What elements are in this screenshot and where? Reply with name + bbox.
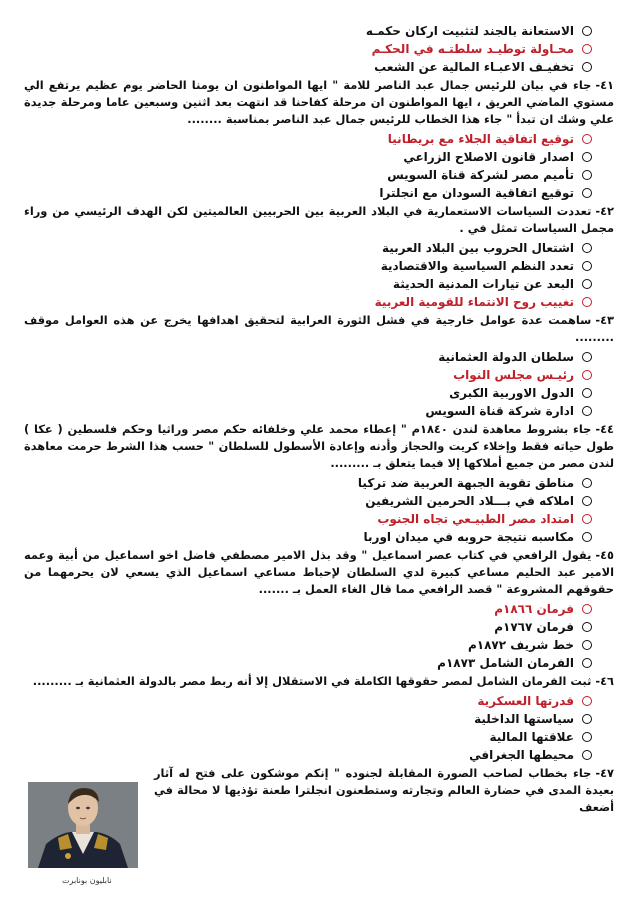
option-item[interactable] [24,636,594,654]
portrait-eye-left [76,807,80,809]
question-46 [24,673,614,690]
radio-circle-icon[interactable] [582,478,592,488]
option-item[interactable] [24,166,594,184]
question-number: ٤٧- [595,766,614,780]
radio-circle-icon[interactable] [582,297,592,307]
question-42 [24,203,614,237]
top-options [24,22,614,76]
exam-page [24,22,614,818]
radio-circle-icon[interactable] [582,732,592,742]
radio-circle-icon[interactable] [582,26,592,36]
option-item[interactable] [24,257,594,275]
option-text: قدرتها العسكرية [477,694,574,708]
question-number: ٤٣- [595,313,614,327]
option-text: الدول الاوربية الكبرى [449,386,574,400]
radio-circle-icon[interactable] [582,714,592,724]
radio-circle-icon[interactable] [582,188,592,198]
radio-circle-icon[interactable] [582,604,592,614]
option-text: توقيع اتفاقية السودان مع انجلترا [379,186,574,200]
radio-circle-icon[interactable] [582,514,592,524]
question-text: جاء بشروط معاهدة لندن ١٨٤٠م " إعطاء محمد علي وخلفائه حكم مصر وراثيا وحكم فلسطين ( عكا ) طول حياته فقط وإخلاء كريت والحجاز وأدنه وإعادة الأسطول للسلطان " حسب هذا الشرط حرمت معاهدة لندن مصر من جميع أملاكها إلا فيما يتعلق بـ ......... [24,422,614,470]
radio-circle-icon[interactable] [582,261,592,271]
question-number: ٤١- [595,78,614,92]
question-44-options [24,474,614,546]
option-item[interactable] [24,402,594,420]
question-45 [24,547,614,598]
portrait-eye-right [86,807,90,809]
radio-circle-icon[interactable] [582,750,592,760]
option-text: توقيع اتفاقية الجلاء مع بريطانيا [387,132,574,146]
option-item-correct[interactable] [24,40,594,58]
option-text: سلطان الدولة العثمانية [438,350,574,364]
option-item[interactable] [24,348,594,366]
portrait-illustration [28,782,138,868]
question-45-options [24,600,614,672]
question-43 [24,312,614,346]
option-item-correct[interactable] [24,510,594,528]
option-item[interactable] [24,22,594,40]
radio-circle-icon[interactable] [582,388,592,398]
option-text: املاكه في بـــلاد الحرمين الشريفين [365,494,574,508]
radio-circle-icon[interactable] [582,406,592,416]
radio-circle-icon[interactable] [582,496,592,506]
option-text: تأميم مصر لشركة قناة السويس [387,168,574,182]
question-number: ٤٤- [595,422,614,436]
question-text: يقول الرافعي في كتاب عصر اسماعيل " وقد بذل الامير مصطفي فاضل اخو اسماعيل من أبية وعمه الامير عبد الحليم مساعي كبيرة لدي السلطان لإحباط مساعي اسماعيل الذي يسعي لان يحرمهما من حقوقهم المشروعة " قصد الرافعي مما قال الغاء العمل بـ ....... [24,548,614,596]
option-item[interactable] [24,618,594,636]
option-item[interactable] [24,728,594,746]
question-42-options [24,239,614,311]
question-number: ٤٥- [595,548,614,562]
question-text: جاء في بيان للرئيس جمال عبد الناصر للامة " ايها المواطنون ان يومنا الحاضر يوم عظيم يرتفع الي مستوي الماضي العريق ، ايها المواطنون ان مرحلة كفاحنا قد انتهت بعد اثنين وسبعين عاما ومرحلة جديدة علي وشك ان تبدأ " جاء هذا الخطاب للرئيس جمال عبد الناصر بمناسبة ........ [24,78,614,126]
option-text: اصدار قانون الاصلاح الزراعي [403,150,574,164]
radio-circle-icon[interactable] [582,532,592,542]
question-number: ٤٢- [595,204,614,218]
option-text: اشتعال الحروب بين البلاد العربية [382,241,574,255]
question-41 [24,77,614,128]
radio-circle-icon[interactable] [582,44,592,54]
option-text: تغييب روح الانتماء للقومية العربية [374,295,574,309]
option-item[interactable] [24,58,594,76]
radio-circle-icon[interactable] [582,370,592,380]
option-item[interactable] [24,746,594,764]
option-text: الفرمان الشامل ١٨٧٣م [437,656,574,670]
option-text: الاستعانة بالجند لتثبيت اركان حكمـه [365,24,574,38]
option-item-correct[interactable] [24,692,594,710]
radio-circle-icon[interactable] [582,696,592,706]
question-number: ٤٦- [595,674,614,688]
radio-circle-icon[interactable] [582,62,592,72]
question-text: جاء بخطاب لصاحب الصورة المقابلة لجنوده " إنكم موشكون على فتح له آثار بعيدة المدى في حضارة العالم وتجارته وستطعنون انجلترا طعنة تؤذيها لا محالة في أضعف [154,766,614,814]
option-item[interactable] [24,275,594,293]
option-text: محيطها الجغرافي [469,748,574,762]
option-item[interactable] [24,528,594,546]
question-47 [154,765,614,816]
radio-circle-icon[interactable] [582,622,592,632]
question-44 [24,421,614,472]
option-text: محـاولة توطيـد سلطتـه في الحكـم [371,42,574,56]
option-text: البعد عن تيارات المدنية الحديثة [392,277,574,291]
radio-circle-icon[interactable] [582,152,592,162]
radio-circle-icon[interactable] [582,352,592,362]
option-text: سياستها الداخلية [474,712,574,726]
option-item[interactable] [24,654,594,672]
option-item-correct[interactable] [24,600,594,618]
option-text: خط شريف ١٨٧٢م [467,638,574,652]
option-text: علاقتها المالية [489,730,574,744]
option-text: فرمان ١٨٦٦م [494,602,574,616]
option-text: امتداد مصر الطبيـعي تجاه الجنوب [377,512,574,526]
question-text: ثبت الفرمان الشامل لمصر حقوقها الكاملة في الاستقلال إلا أنه ربط مصر بالدولة العثمانية بـ ......... [32,674,592,688]
option-item[interactable] [24,384,594,402]
radio-circle-icon[interactable] [582,658,592,668]
option-item-correct[interactable] [24,366,594,384]
question-46-options [24,692,614,764]
option-text: رئيـس مجلس النواب [453,368,574,382]
radio-circle-icon[interactable] [582,279,592,289]
radio-circle-icon[interactable] [582,640,592,650]
option-item[interactable] [24,148,594,166]
option-text: فرمان ١٧٦٧م [494,620,574,634]
question-text: تعددت السياسات الاستعمارية في البلاد العربية بين الحربيين العالميتين لكن الهدف الرئيسي من وراء مجمل السياسات تمثل في . [24,204,614,235]
question-41-options [24,130,614,202]
option-text: مناطق تقوية الجبهة العربية ضد تركيا [357,476,574,490]
napoleon-portrait [28,782,138,868]
question-43-options [24,348,614,420]
option-text: مكاسبه نتيجة حروبه في ميدان اوربا [363,530,574,544]
option-text: ادارة شركة قناة السويس [425,404,574,418]
option-item[interactable] [24,239,594,257]
option-item-correct[interactable] [24,130,594,148]
option-text: تخفيـف الاعبـاء المالية عن الشعب [374,60,574,74]
option-item[interactable] [24,710,594,728]
radio-circle-icon[interactable] [582,170,592,180]
question-text: ساهمت عدة عوامل خارجية في فشل الثورة العرابية لتحقيق اهدافها يخرج عن هذه العوامل موقف ......... [24,313,614,344]
option-item[interactable] [24,184,594,202]
portrait-medal [65,853,71,859]
radio-circle-icon[interactable] [582,243,592,253]
option-item[interactable] [24,492,594,510]
portrait-caption: نابليون بونابرت [62,876,112,885]
option-item[interactable] [24,474,594,492]
option-item-correct[interactable] [24,293,594,311]
option-text: تعدد النظم السياسية والاقتصادية [380,259,574,273]
radio-circle-icon[interactable] [582,134,592,144]
